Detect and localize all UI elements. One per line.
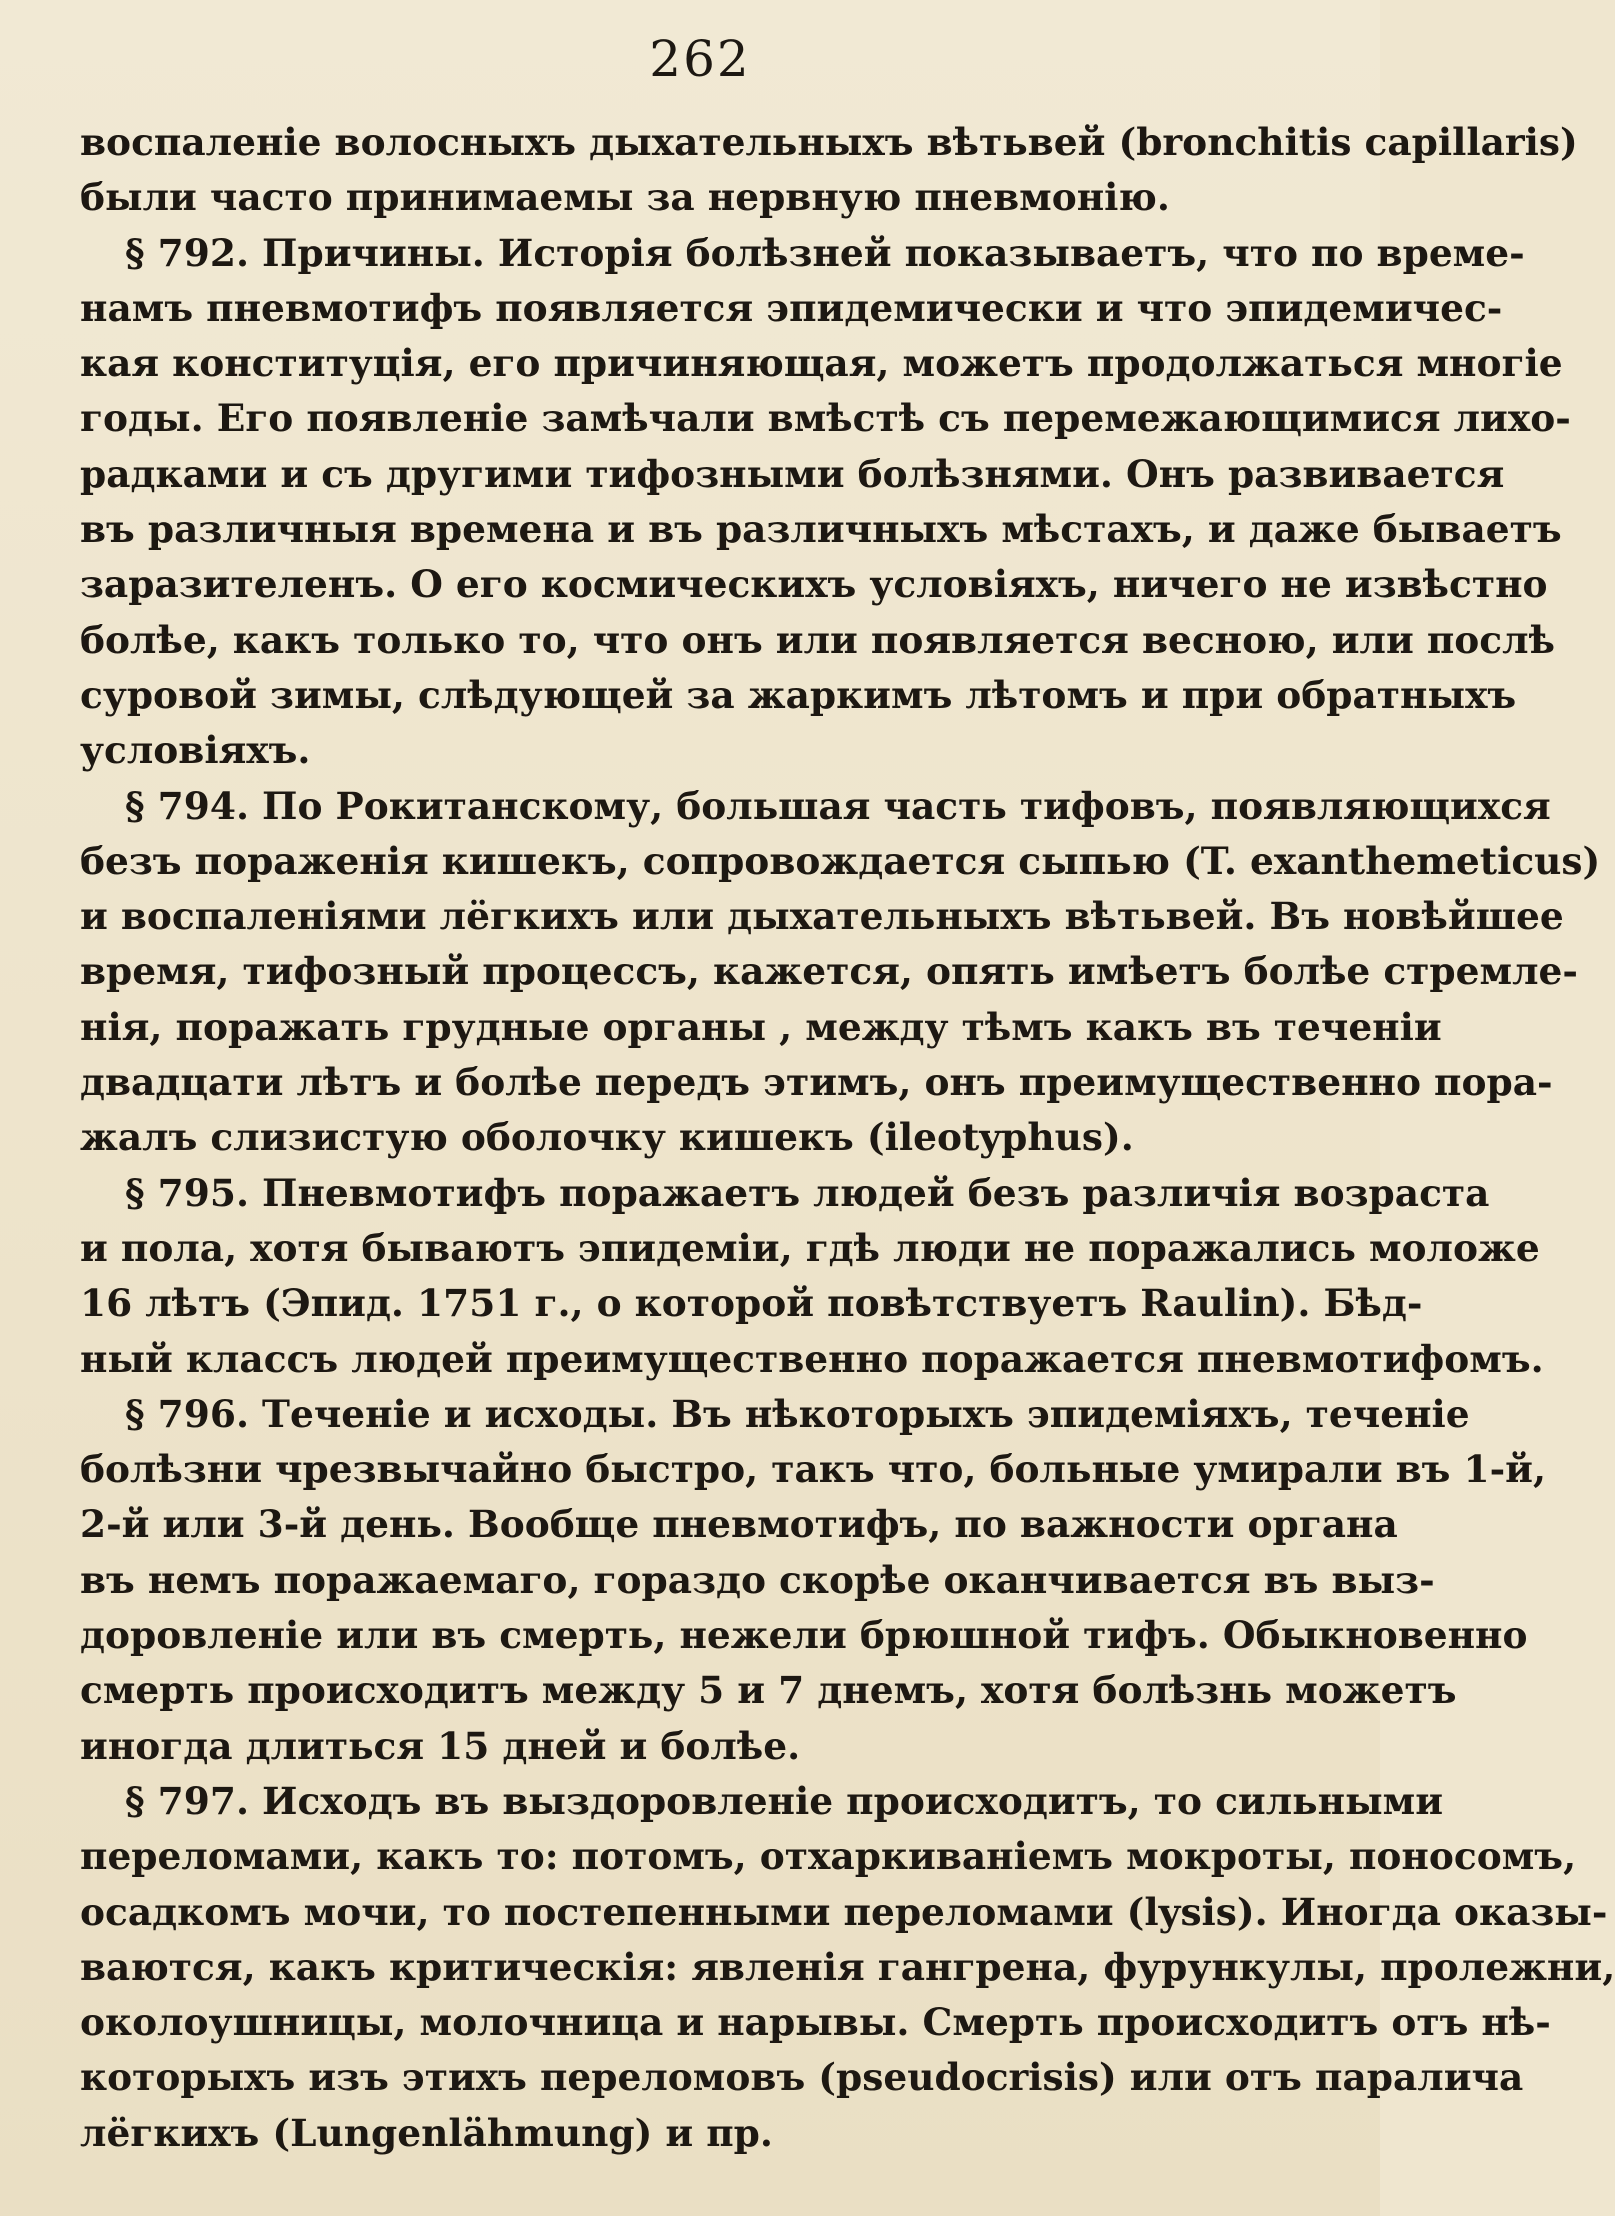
text-line: и воспаленіями лёгкихъ или дыхательныхъ вѣтьвей. Въ новѣйшее — [80, 894, 1564, 939]
text-line: въ немъ поражаемаго, гораздо скорѣе оканчивается въ выз- — [80, 1557, 1435, 1602]
text-line: смерть происходитъ между 5 и 7 днемъ, хотя болѣзнь можетъ — [80, 1668, 1457, 1713]
text-line: болѣзни чрезвычайно быстро, такъ что, больные умирали въ 1-й, — [80, 1447, 1547, 1492]
text-line: ный классъ людей преимущественно поражается пневмотифомъ. — [80, 1336, 1544, 1381]
text-line: суровой зимы, слѣдующей за жаркимъ лѣтомъ и при обратныхъ — [80, 672, 1517, 717]
text-line: 16 лѣтъ (Эпид. 1751 г., о которой повѣтствуетъ Raulin). Бѣд- — [80, 1281, 1423, 1326]
paragraph-797 — [80, 1774, 1615, 2161]
text-line: доровленіе или въ смерть, нежели брюшной тифъ. Обыкновенно — [80, 1613, 1528, 1658]
page-body — [80, 115, 1615, 2161]
text-line: лёгкихъ (Lungenlähmung) и пр. — [80, 2110, 773, 2155]
text-line: жалъ слизистую оболочку кишекъ (ileotyphus). — [80, 1115, 1134, 1160]
text-line: § 794. По Рокитанскому, большая часть тифовъ, появляющихся — [125, 783, 1551, 828]
text-line: нія, поражать грудные органы , между тѣмъ какъ въ теченіи — [80, 1004, 1442, 1049]
text-line: ваются, какъ критическія: явленія гангрена, фурункулы, пролежни, — [80, 1944, 1615, 1989]
text-line: воспаленіе волосныхъ дыхательныхъ вѣтьвей (bronchitis capillaris) — [80, 120, 1578, 164]
text-line: двадцати лѣтъ и болѣе передъ этимъ, онъ преимущественно пора- — [80, 1060, 1553, 1105]
text-line: § 792. Причины. Исторія болѣзней показываетъ, что по време- — [125, 230, 1525, 275]
text-line: намъ пневмотифъ появляется эпидемически и что эпидемичес- — [80, 285, 1503, 330]
paragraph-continuation — [80, 115, 1578, 226]
text-line: § 795. Пневмотифъ поражаетъ людей безъ различія возраста — [125, 1170, 1490, 1215]
paragraph-795 — [80, 1166, 1544, 1387]
text-line: условіяхъ. — [80, 728, 311, 773]
text-line: осадкомъ мочи, то постепенными переломами (lysis). Иногда оказы- — [80, 1889, 1608, 1934]
text-line: § 796. Теченіе и исходы. Въ нѣкоторыхъ эпидеміяхъ, теченіе — [125, 1391, 1470, 1436]
text-line: которыхъ изъ этихъ переломовъ (pseudocrisis) или отъ паралича — [80, 2055, 1524, 2100]
text-line: иногда длиться 15 дней и болѣе. — [80, 1723, 801, 1768]
page-number: 262 — [649, 30, 751, 88]
text-line: кая конституція, его причиняющая, можетъ продолжаться многіе — [80, 341, 1563, 386]
text-line: заразителенъ. О его космическихъ условіяхъ, ничего не извѣстно — [80, 562, 1548, 607]
text-line: радками и съ другими тифозными болѣзнями. Онъ развивается — [80, 451, 1505, 496]
text-line: околоушницы, молочница и нарывы. Смерть происходитъ отъ нѣ- — [80, 2000, 1551, 2045]
text-line: переломами, какъ то: потомъ, отхаркиваніемъ мокроты, поносомъ, — [80, 1834, 1577, 1879]
text-line: § 797. Исходъ въ выздоровленіе происходитъ, то сильными — [125, 1778, 1444, 1823]
paragraph-796 — [80, 1387, 1547, 1774]
text-line: 2-й или 3-й день. Вообще пневмотифъ, по важности органа — [80, 1502, 1398, 1547]
text-line: время, тифозный процессъ, кажется, опять имѣетъ болѣе стремле- — [80, 949, 1578, 994]
text-line: въ различныя времена и въ различныхъ мѣстахъ, и даже бываетъ — [80, 507, 1562, 552]
paragraph-792 — [80, 226, 1571, 779]
text-line: были часто принимаемы за нервную пневмонію. — [80, 175, 1170, 220]
text-line: безъ пораженія кишекъ, сопровождается сыпью (T. exanthemeticus) — [80, 838, 1601, 883]
paragraph-794 — [80, 779, 1601, 1166]
text-line: годы. Его появленіе замѣчали вмѣстѣ съ перемежающимися лихо- — [80, 396, 1571, 441]
text-line: и пола, хотя бываютъ эпидеміи, гдѣ люди не поражались моложе — [80, 1225, 1540, 1270]
text-line: болѣе, какъ только то, что онъ или появляется весною, или послѣ — [80, 617, 1555, 662]
